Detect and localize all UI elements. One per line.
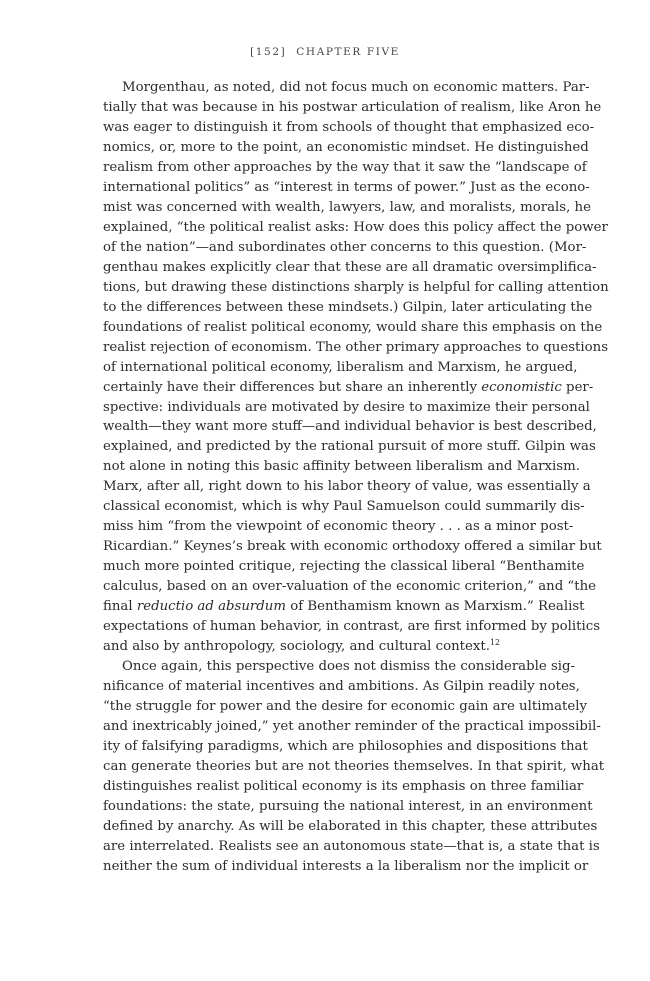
text-line: expectations of human behavior, in contrast, are first informed by politics bbox=[103, 619, 601, 635]
text-line: explained, “the political realist asks: How does this policy affect the power bbox=[103, 219, 608, 235]
text-line: was eager to distinguish it from schools of thought that emphasized eco- bbox=[103, 119, 595, 135]
text-line: tially that was because in his postwar articulation of realism, like Aron he bbox=[103, 99, 602, 115]
text-line: tions, but drawing these distinctions sharply is helpful for calling attention bbox=[103, 279, 609, 295]
text-line: Once again, this perspective does not dismiss the considerable sig- bbox=[122, 659, 576, 675]
text-line: final reductio ad absurdum of Benthamism known as Marxism.” Realist bbox=[103, 599, 585, 615]
footnote-marker: 12 bbox=[489, 638, 501, 648]
text-line: certainly have their differences but share an inherently economistic per- bbox=[103, 379, 594, 395]
italic-term: economistic bbox=[481, 379, 562, 395]
text-line: mist was concerned with wealth, lawyers, law, and moralists, morals, he bbox=[103, 199, 591, 215]
text-line: wealth—they want more stuff—and individual behavior is best described, bbox=[103, 419, 597, 435]
text-line: spective: individuals are motivated by desire to maximize their personal bbox=[103, 399, 590, 415]
text-line: to the differences between these mindsets.) Gilpin, later articulating the bbox=[103, 299, 593, 315]
text-line: realist rejection of economism. The other primary approaches to questions bbox=[103, 339, 609, 355]
text-line: ity of falsifying paradigms, which are philosophies and dispositions that bbox=[103, 738, 588, 754]
text-line: Marx, after all, right down to his labor theory of value, was essentially a bbox=[103, 479, 591, 495]
text-line: nificance of material incentives and ambitions. As Gilpin readily notes, bbox=[103, 679, 580, 695]
text-line: genthau makes explicitly clear that these are all dramatic oversimplifica- bbox=[103, 259, 597, 275]
chapter-title: CHAPTER FIVE bbox=[296, 46, 400, 58]
text-line: foundations: the state, pursuing the national interest, in an environment bbox=[103, 798, 593, 814]
text-line: foundations of realist political economy, would share this emphasis on the bbox=[103, 319, 603, 335]
running-head bbox=[0, 46, 650, 58]
text-line: defined by anarchy. As will be elaborated in this chapter, these attributes bbox=[103, 818, 598, 834]
page-number: [152] bbox=[250, 46, 287, 58]
text-line: classical economist, which is why Paul Samuelson could summarily dis- bbox=[103, 499, 585, 515]
text-line: of international political economy, liberalism and Marxism, he argued, bbox=[103, 359, 578, 375]
text-line: miss him “from the viewpoint of economic theory . . . as a minor post- bbox=[103, 519, 574, 535]
text-line: Morgenthau, as noted, did not focus much on economic matters. Par- bbox=[122, 80, 590, 95]
text-line: neither the sum of individual interests a la liberalism nor the implicit or bbox=[103, 858, 589, 874]
text-line: distinguishes realist political economy is its emphasis on three familiar bbox=[103, 778, 584, 794]
text-line: “the struggle for power and the desire for economic gain are ultimately bbox=[103, 699, 587, 715]
text-line: can generate theories but are not theories themselves. In that spirit, what bbox=[103, 758, 605, 774]
text-line: are interrelated. Realists see an autonomous state—that is, a state that is bbox=[103, 838, 600, 854]
text-line: international politics” as “interest in terms of power.” Just as the econo- bbox=[103, 179, 590, 195]
text-line: realism from other approaches by the way that it saw the “landscape of bbox=[103, 159, 587, 175]
text-line: and also by anthropology, sociology, and cultural context.$^{12}$ bbox=[103, 638, 501, 655]
text-line: calculus, based on an over-valuation of the economic criterion,” and “the bbox=[103, 579, 597, 595]
text-line: of the nation”—and subordinates other concerns to this question. (Mor- bbox=[103, 239, 587, 255]
text-line: Ricardian.” Keynes’s break with economic orthodoxy offered a similar but bbox=[103, 539, 602, 555]
text-line: much more pointed critique, rejecting the classical liberal “Benthamite bbox=[103, 559, 585, 575]
text-line: not alone in noting this basic affinity between liberalism and Marxism. bbox=[103, 459, 580, 475]
text-line: and inextricably joined,” yet another reminder of the practical impossibil- bbox=[103, 719, 601, 734]
text-line: explained, and predicted by the rational pursuit of more stuff. Gilpin was bbox=[103, 439, 596, 455]
text-line: nomics, or, more to the point, an economistic mindset. He distinguished bbox=[103, 139, 589, 155]
italic-term: reductio ad absurdum bbox=[136, 599, 286, 615]
body-text bbox=[103, 78, 609, 877]
